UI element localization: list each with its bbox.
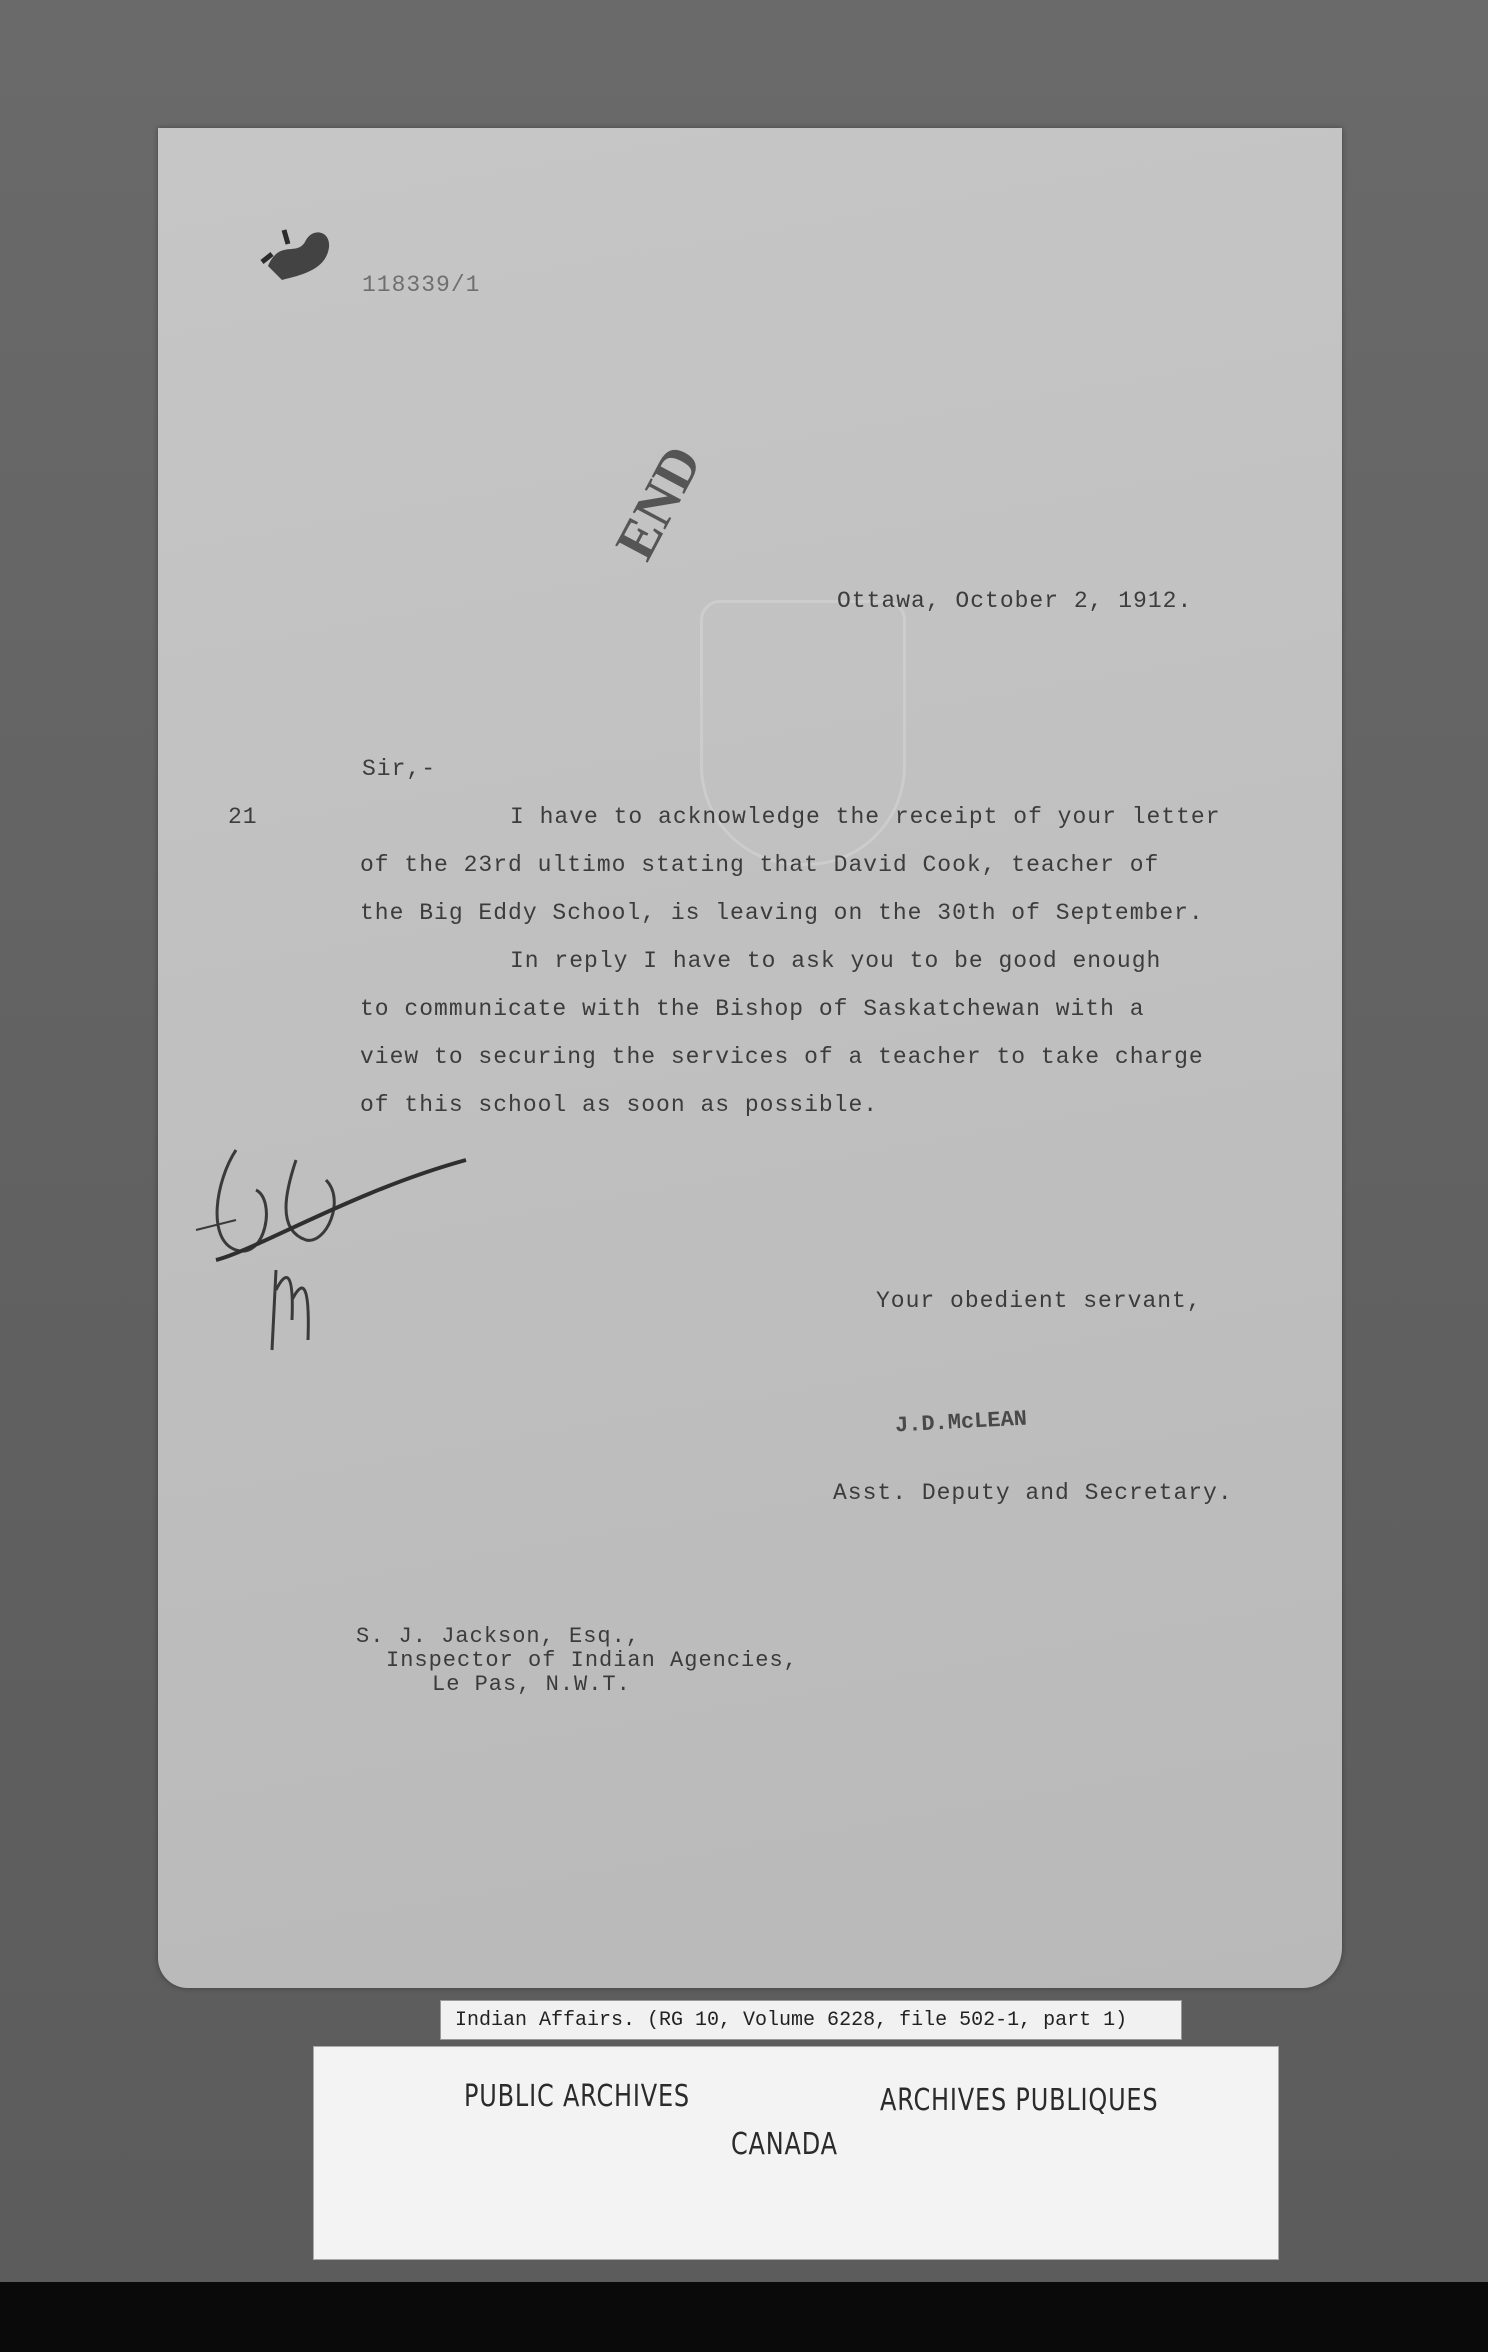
body-line: of the 23rd ultimo stating that David Cook, teacher of <box>360 852 1160 878</box>
archive-caption: Indian Affairs. (RG 10, Volume 6228, file 502-1, part 1) <box>440 2000 1182 2040</box>
body-line: I have to acknowledge the receipt of your letter <box>510 804 1221 830</box>
archive-country: CANADA <box>731 2127 838 2162</box>
closing: Your obedient servant, <box>876 1288 1202 1314</box>
body-line: In reply I have to ask you to be good enough <box>510 948 1162 974</box>
body-line: the Big Eddy School, is leaving on the 30th of September. <box>360 900 1204 926</box>
signature-title: Asst. Deputy and Secretary. <box>833 1480 1233 1506</box>
signature-stamp: J.D.McLEAN <box>894 1406 1028 1439</box>
bottom-band <box>0 2282 1488 2352</box>
addressee-line: S. J. Jackson, Esq., <box>356 1624 641 1649</box>
handwritten-initials <box>176 1120 476 1380</box>
margin-note: 21 <box>228 804 258 830</box>
end-stamp: END <box>603 436 715 570</box>
salutation: Sir,- <box>362 756 437 782</box>
body-line: to communicate with the Bishop of Saskatchewan with a <box>360 996 1145 1022</box>
ink-blot-mark <box>258 218 348 288</box>
date-line: Ottawa, October 2, 1912. <box>837 588 1193 614</box>
body-line: view to securing the services of a teacher to take charge <box>360 1044 1204 1070</box>
archive-name-fr: ARCHIVES PUBLIQUES <box>880 2083 1159 2118</box>
file-number: 118339/1 <box>362 272 481 298</box>
addressee-line: Inspector of Indian Agencies, <box>386 1648 798 1673</box>
body-line: of this school as soon as possible. <box>360 1092 879 1118</box>
archive-card <box>313 2046 1279 2260</box>
archive-name-en: PUBLIC ARCHIVES <box>464 2079 690 2114</box>
addressee-line: Le Pas, N.W.T. <box>432 1672 631 1697</box>
